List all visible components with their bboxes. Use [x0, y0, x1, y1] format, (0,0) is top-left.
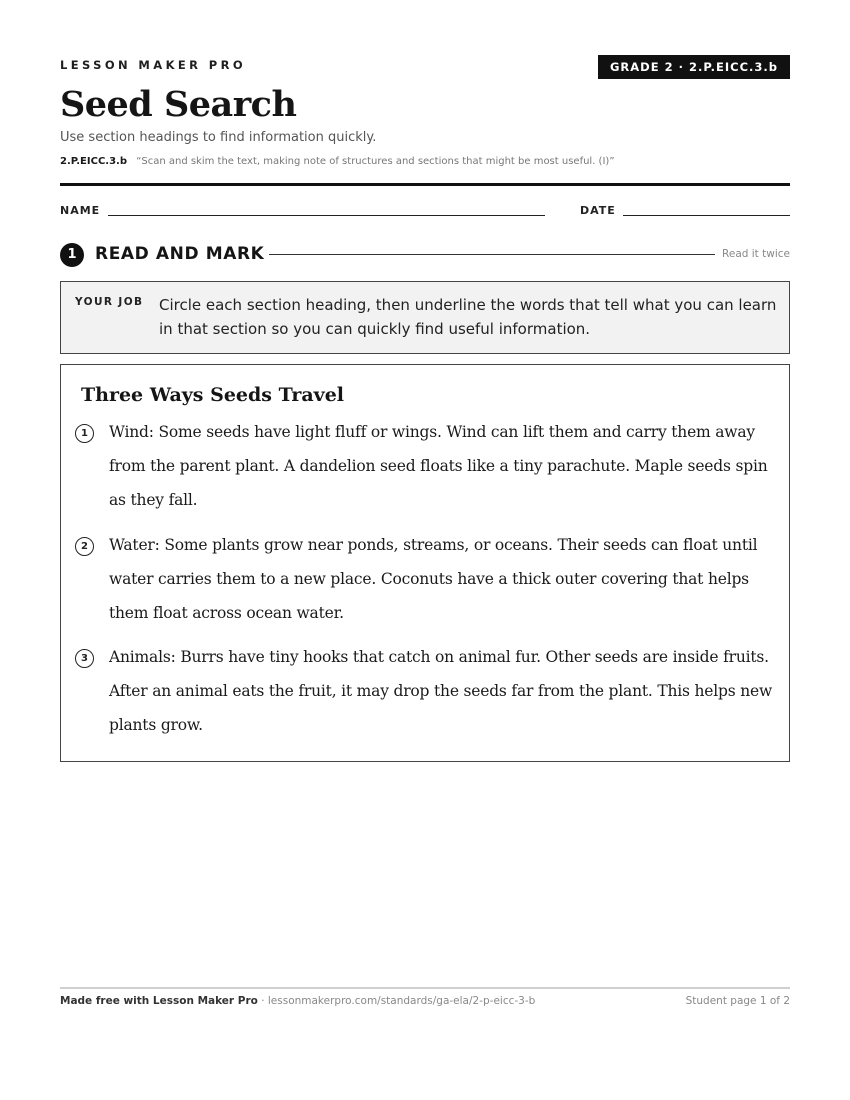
your-job-label: YOUR JOB: [75, 296, 144, 308]
paragraph-number: 3: [75, 649, 94, 668]
grade-badge: GRADE 2 · 2.P.EICC.3.b: [598, 55, 790, 79]
section-title: READ AND MARK: [95, 244, 265, 264]
footer-credit: [60, 995, 535, 1007]
footer-page-number: Student page 1 of 2: [685, 995, 790, 1007]
section-divider: [269, 254, 715, 255]
name-field[interactable]: [108, 215, 545, 216]
reading-passage: [60, 364, 790, 762]
paragraph-number: 2: [75, 537, 94, 556]
footer-made-with: Made free with Lesson Maker Pro: [60, 995, 258, 1007]
name-label: NAME: [60, 204, 101, 217]
brand-name: LESSON MAKER PRO: [60, 58, 247, 72]
passage-title: Three Ways Seeds Travel: [81, 384, 345, 406]
worksheet-page: [60, 0, 790, 1100]
section-note: Read it twice: [722, 248, 790, 260]
footer-divider: [60, 987, 790, 989]
your-job-text: Circle each section heading, then underline the words that tell what you can learn in that section so you can quickly find useful information.: [159, 296, 777, 338]
standard-text: “Scan and skim the text, making note of structures and sections that might be most useful. (I)”: [136, 156, 615, 167]
section-number-badge: 1: [60, 243, 84, 267]
footer-url[interactable]: · lessonmakerpro.com/standards/ga-ela/2-p-eicc-3-b: [257, 995, 536, 1007]
paragraph-text: Animals: Burrs have tiny hooks that catch on animal fur. Other seeds are inside fruits. After an animal eats the fruit, it may drop the seeds far from the plant. This helps new plants grow.: [109, 648, 773, 734]
standard-code: 2.P.EICC.3.b: [60, 156, 127, 167]
date-field[interactable]: [623, 215, 790, 216]
paragraph-number: 1: [75, 424, 94, 443]
header-divider: [60, 183, 790, 186]
page-subtitle: Use section headings to find information quickly.: [60, 130, 377, 145]
your-job-box: [60, 281, 790, 354]
paragraph-text: Water: Some plants grow near ponds, streams, or oceans. Their seeds can float until water carries them to a new place. Coconuts have a thick outer covering that helps them float across ocean water.: [109, 536, 758, 622]
page-title: Seed Search: [60, 84, 297, 125]
paragraph-text: Wind: Some seeds have light fluff or wings. Wind can lift them and carry them away from the parent plant. A dandelion seed floats like a tiny parachute. Maple seeds spin as they fall.: [109, 423, 768, 509]
date-label: DATE: [580, 204, 616, 217]
standard-line: [60, 156, 615, 167]
